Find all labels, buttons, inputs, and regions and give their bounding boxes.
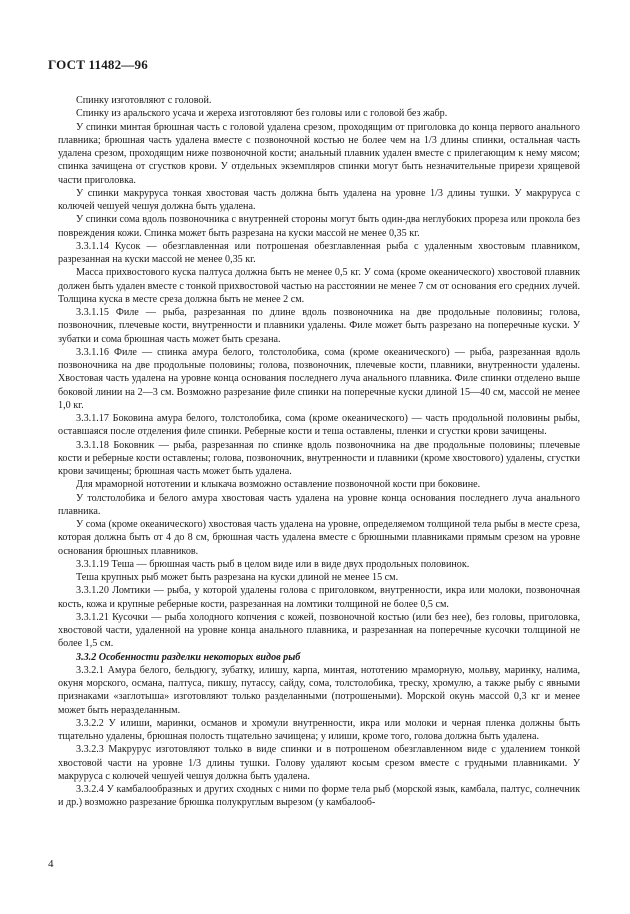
clause-3-3-1-16: 3.3.1.16 Филе — спинка амура белого, толстолобика, сома (кроме океанического) — рыба, разрезанная вдоль позвоночника на две продольные половины; голова, позвоночник, плечевые кости, плавники, внутренности удалены. Хвостовая часть удалена на уровне конца основания последнего луча анального плавника. Филе спинки отделено выше боковой линии на 2—3 см. Возможно разрезание филе спинки на поперечные куски длиной 15—40 см, массой не менее 1,0 кг. [58,346,580,411]
paragraph: Теша крупных рыб может быть разрезана на куски длиной не менее 15 см. [76,572,399,583]
paragraph: У сома (кроме океанического) хвостовая часть удалена на уровне, определяемом толщиной тела рыбы в месте среза, которая должна быть от 4 до 8 см, брюшная часть удалена вместе с брюшными плавниками прямым срезом на уровне основания брюшных плавников. [58,519,580,557]
paragraph: У спинки минтая брюшная часть с головой удалена срезом, проходящим от приголовка до конца первого анального плавника; брюшная часть удалена вместе с позвоночной костью не более чем на 1/3 длины спинки, остальная часть удалена срезом, проходящим ниже позвоночной кости; анальный плавник удален вместе с прилегающим к нему мясом; спинка зачищена от сгустков крови. У отдельных экземпляров спинки могут быть незначительные прирези хрящевой части приголовка. [58,121,580,186]
clause-3-3-1-19: 3.3.1.19 Теша — брюшная часть рыб в целом виде или в виде двух продольных половинок. [76,558,470,570]
document-body [58,94,580,810]
standard-header: ГОСТ 11482—96 [48,57,148,72]
paragraph: Спинку изготовляют с головой. [76,95,212,106]
paragraph: Для мраморной нототении и клыкача возможно оставление позвоночной кости при боковине. [76,479,481,491]
clause-3-3-1-20: 3.3.1.20 Ломтики — рыба, у которой удалены голова с приголовком, внутренности, икра или молоки, позвоночная кость, кожа и крупные реберные кости, разрезанная на ломтики толщиной не более 0,5 см. [58,585,580,610]
clause-3-3-1-17: 3.3.1.17 Боковина амура белого, толстолобика, сома (кроме океанического) — часть продольной половины рыбы, оставшаяся после отделения филе спинки. Реберные кости и теша оставлены, пленки и сгустки крови зачищены. [58,413,580,438]
clause-3-3-1-15: 3.3.1.15 Филе — рыба, разрезанная по длине вдоль позвоночника на две продольные половины; голова, позвоночник, плечевые кости, внутренности и плавники удалены. Филе может быть разрезано на поперечные куски. У зубатки и сома брюшная часть может быть срезана. [58,307,580,345]
clause-3-3-2-2: 3.3.2.2 У илиши, маринки, османов и хромули внутренности, икра или молоки и черная пленка должны быть тщательно удалены, брюшная полость тщательно зачищена; у илиши, кроме того, голова должна быть удалена. [58,717,580,742]
paragraph: У спинки сома вдоль позвоночника с внутренней стороны могут быть один-два неглубоких прореза или прокола без повреждения кожи. Спинка может быть разрезана на куски массой не менее 0,35 кг. [58,214,580,239]
paragraph: Спинку из аральского усача и жереха изготовляют без головы или с головой без жабр. [76,108,448,120]
clause-3-3-2-3: 3.3.2.3 Макрурус изготовляют только в виде спинки и в потрошеном обезглавленном виде с удалением тонкой хвостовой части на уровне 1/3 длины тушки. Голову удаляют косым срезом вместе с грудными плавниками. У макруруса с колючей чешуей чешуя должна быть удалена. [58,744,580,782]
paragraph: У толстолобика и белого амура хвостовая часть удалена на уровне конца основания последнего луча анального плавника. [58,492,580,517]
paragraph: Масса прихвостового куска палтуса должна быть не менее 0,5 кг. У сома (кроме океанического) хвостовой плавник должен быть удален вместе с тонкой прихвостовой частью на расстоянии не менее 7 см от основания его средних лучей. Толщина куска в месте среза должна быть не менее 2 см. [58,267,580,305]
clause-3-3-1-18: 3.3.1.18 Боковник — рыба, разрезанная по спинке вдоль позвоночника на две продольные половины; плечевые кости и реберные кости оставлены; голова, позвоночник, внутренности и плавники (кроме хвостового) удалены, сгустки крови зачищены; брюшная часть может быть удалена. [58,439,580,477]
clause-3-3-1-21: 3.3.1.21 Кусочки — рыба холодного копчения с кожей, позвоночной костью (или без нее), без головы, приголовка, хвостовой части, удаленной на уровне конца анального плавника, и разрезанная на поперечные кусочки толщиной не более 1,5 см. [58,611,580,650]
page-number: 4 [48,858,54,870]
clause-3-3-2-4: 3.3.2.4 У камбалообразных и других сходных с ними по форме тела рыб (морской язык, камбала, палтус, солнечник и др.) возможно разрезание брюшка полукруглым вырезом (у камбалооб- [58,784,580,809]
section-heading-3-3-2: 3.3.2 Особенности разделки некоторых видов рыб [76,651,301,663]
clause-3-3-1-14: 3.3.1.14 Кусок — обезглавленная или потрошеная обезглавленная рыба с удаленным хвостовым плавником, разрезанная на куски массой не менее 0,35 кг. [58,240,580,265]
paragraph: У спинки макруруса тонкая хвостовая часть должна быть удалена на уровне 1/3 длины тушки. У макруруса с колючей чешуей чешуя должна быть удалена. [58,187,580,212]
clause-3-3-2-1: 3.3.2.1 Амура белого, бельдюгу, зубатку, илишу, карпа, минтая, нототению мраморную, мольву, маринку, налима, окуня морского, османа, палтуса, пикшу, путассу, сайду, сома, толстолобика, треску, хромулю, а также рыбу с явными признаками «заглотыша» изготовляют только разделанными (потрошеными). Морской окунь массой 0,3 кг и менее может быть неразделанным. [58,664,580,716]
